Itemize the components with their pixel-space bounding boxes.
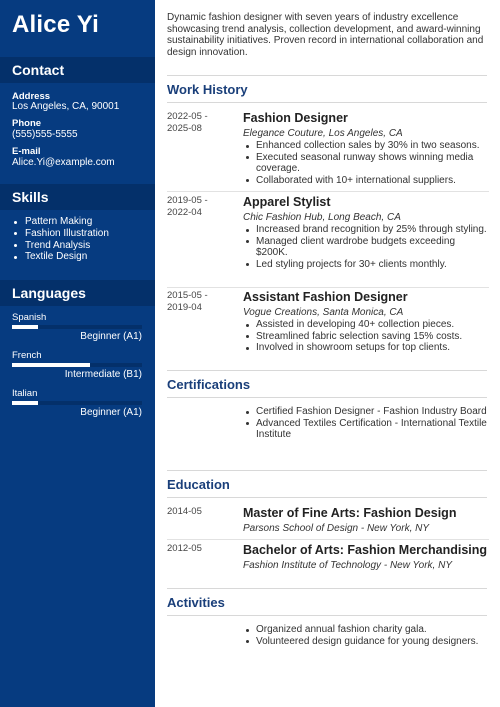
skills-list	[12, 216, 109, 263]
school: Fashion Institute of Technology - New York, NY	[243, 560, 452, 571]
language-bar-fill	[12, 363, 90, 367]
language-level: Beginner (A1)	[80, 407, 142, 418]
duties-list	[243, 140, 489, 186]
degree: Master of Fine Arts: Fashion Design	[243, 506, 457, 520]
job-title: Assistant Fashion Designer	[243, 290, 408, 304]
email-value[interactable]: Alice.Yi@example.com	[12, 157, 115, 168]
date-end: 2019-04	[167, 301, 202, 313]
language-bar	[12, 363, 142, 367]
job-title: Apparel Stylist	[243, 195, 331, 209]
language-bar-fill	[12, 325, 38, 329]
duty-item: Streamlined fabric selection saving 15% costs.	[243, 331, 489, 343]
certification-item: Certified Fashion Designer - Fashion Industry Board	[243, 406, 489, 418]
skills-heading: Skills	[0, 184, 155, 210]
languages-heading: Languages	[0, 280, 155, 306]
skill-item: Fashion Illustration	[12, 228, 109, 240]
company: Vogue Creations, Santa Monica, CA	[243, 307, 404, 318]
date-start: 2019-05 -	[167, 195, 208, 206]
duty-item: Assisted in developing 40+ collection pieces.	[243, 319, 489, 331]
certifications-heading: Certifications	[167, 377, 251, 392]
certifications-list	[243, 406, 489, 441]
language-name: Spanish	[12, 312, 47, 323]
date-start: 2015-05 -	[167, 290, 208, 301]
section-divider	[167, 102, 487, 103]
language-name: French	[12, 350, 42, 361]
date-end: 2025-08	[167, 122, 202, 134]
contact-heading: Contact	[0, 57, 155, 83]
school: Parsons School of Design - New York, NY	[243, 523, 430, 534]
language-bar	[12, 325, 142, 329]
section-divider	[167, 615, 487, 616]
skill-item: Pattern Making	[12, 216, 109, 228]
entry-divider	[167, 287, 489, 288]
sidebar	[0, 0, 155, 707]
work-dates	[167, 195, 237, 218]
duty-item: Enhanced collection sales by 30% in two seasons.	[243, 140, 489, 152]
job-title: Fashion Designer	[243, 111, 348, 125]
section-divider	[167, 397, 487, 398]
candidate-name: Alice Yi	[12, 11, 99, 38]
work-dates	[167, 111, 237, 134]
activity-item: Volunteered design guidance for young designers.	[243, 636, 489, 648]
language-french	[12, 350, 142, 381]
section-divider	[167, 75, 487, 76]
section-divider	[167, 588, 487, 589]
language-spanish	[12, 312, 142, 343]
activities-heading: Activities	[167, 595, 225, 610]
degree: Bachelor of Arts: Fashion Merchandising	[243, 543, 488, 557]
language-name: Italian	[12, 388, 38, 399]
entry-divider	[167, 539, 489, 540]
work-dates	[167, 290, 237, 313]
duties-list	[243, 224, 489, 270]
section-divider	[167, 470, 487, 471]
phone-value: (555)555-5555	[12, 129, 78, 140]
email-label: E-mail	[12, 146, 41, 157]
language-bar-fill	[12, 401, 38, 405]
section-divider	[167, 497, 487, 498]
section-divider	[167, 370, 487, 371]
language-level: Beginner (A1)	[80, 331, 142, 342]
education-heading: Education	[167, 477, 230, 492]
language-italian	[12, 388, 142, 419]
duty-item: Collaborated with 10+ international suppliers.	[243, 175, 489, 187]
date-start: 2022-05 -	[167, 111, 208, 122]
duty-item: Increased brand recognition by 25% through styling.	[243, 224, 489, 236]
graduation-date: 2014-05	[167, 506, 202, 517]
professional-summary: Dynamic fashion designer with seven years of industry excellence showcasing trend analysis, collection development, and award-winning sustainability initiatives. Proven record in international collaboration and design innovation.	[167, 12, 484, 58]
phone-label: Phone	[12, 118, 42, 129]
date-end: 2022-04	[167, 206, 202, 218]
address-label: Address	[12, 91, 51, 102]
duty-item: Involved in showroom setups for top clients.	[243, 342, 489, 354]
duties-list	[243, 319, 489, 354]
skill-item: Trend Analysis	[12, 240, 109, 252]
certification-item: Advanced Textiles Certification - International Textile Institute	[243, 418, 489, 441]
activity-item: Organized annual fashion charity gala.	[243, 624, 489, 636]
address-value: Los Angeles, CA, 90001	[12, 101, 120, 112]
language-level: Intermediate (B1)	[64, 369, 142, 380]
skill-item: Textile Design	[12, 251, 109, 263]
company: Elegance Couture, Los Angeles, CA	[243, 128, 403, 139]
duty-item: Led styling projects for 30+ clients monthly.	[243, 259, 489, 271]
activities-list	[243, 624, 489, 647]
company: Chic Fashion Hub, Long Beach, CA	[243, 212, 401, 223]
work-history-heading: Work History	[167, 82, 248, 97]
duty-item: Managed client wardrobe budgets exceeding $200K.	[243, 236, 489, 259]
entry-divider	[167, 191, 489, 192]
graduation-date: 2012-05	[167, 543, 202, 554]
main-content	[155, 0, 500, 707]
language-bar	[12, 401, 142, 405]
duty-item: Executed seasonal runway shows winning media coverage.	[243, 152, 489, 175]
